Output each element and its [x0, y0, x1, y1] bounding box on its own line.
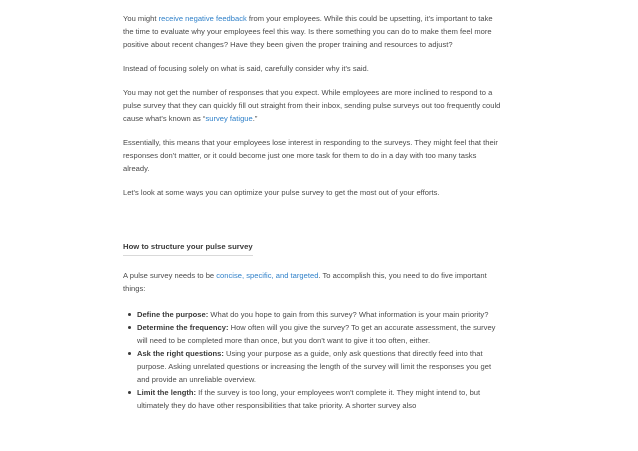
- paragraph-responses: [123, 86, 501, 125]
- link-concise-specific-targeted[interactable]: concise, specific, and targeted: [216, 271, 319, 280]
- paragraph-text: You might: [123, 14, 159, 23]
- bullet-icon: [128, 326, 131, 329]
- bullet-icon: [128, 313, 131, 316]
- paragraph-text: A pulse survey needs to be: [123, 271, 217, 280]
- paragraph-negative-feedback: [123, 12, 501, 51]
- list-item-label: Define the purpose:: [137, 310, 209, 319]
- list-item-label: Ask the right questions:: [137, 349, 224, 358]
- list-item-text: What do you hope to gain from this survey? What information is your main priority?: [208, 310, 489, 319]
- five-things-list: [123, 308, 501, 412]
- bullet-icon: [128, 391, 131, 394]
- paragraph-text: from your employees. While this could be upsetting, it's important to take the time to evaluate why your employees feel this way. Is there something you can do to make them feel more positive about recent changes? Have they been given the proper training and resources to adjust?: [123, 14, 493, 49]
- paragraph-text: You may not get the number of responses that you expect. While employees are more inclined to respond to a pulse survey that they can quickly fill out straight from their inbox, sending pulse surveys out too frequently could cause what's known as “: [123, 88, 501, 123]
- list-item: [137, 347, 501, 386]
- list-item-label: Determine the frequency:: [137, 323, 229, 332]
- section-heading: How to structure your pulse survey: [123, 240, 253, 256]
- paragraph-intro: [123, 269, 501, 295]
- section-heading-wrap: [123, 210, 501, 269]
- link-receive-negative-feedback[interactable]: receive negative feedback: [158, 14, 247, 23]
- list-item-text: How often will you give the survey? To get an accurate assessment, the survey will need to be completed more than once, but you don't want to give it too often, either.: [137, 323, 496, 345]
- list-item: [137, 308, 501, 321]
- paragraph-optimize: Let's look at some ways you can optimize your pulse survey to get the most out of your efforts.: [123, 188, 440, 197]
- paragraph-text: . To accomplish this, you need to do five important things:: [123, 271, 487, 293]
- article-body: [123, 12, 501, 412]
- list-item: [137, 321, 501, 347]
- paragraph-essentially: Essentially, this means that your employees lose interest in responding to the surveys. They might feel that their responses don't matter, or it could become just one more task for them to do in a day with too many tasks already.: [123, 138, 498, 173]
- paragraph-focus: Instead of focusing solely on what is said, carefully consider why it's said.: [123, 64, 369, 73]
- link-survey-fatigue[interactable]: survey fatigue: [205, 114, 253, 123]
- paragraph-text: .”: [252, 114, 258, 123]
- list-item-label: Limit the length:: [137, 388, 197, 397]
- list-item-text: If the survey is too long, your employees won't complete it. They might intend to, but ultimately they do have other responsibilities that take priority. A shorter survey also: [137, 388, 481, 410]
- list-item-text: Using your purpose as a guide, only ask questions that directly feed into that purpose. Asking unrelated questions or increasing the length of the survey will limit the responses you get and provide an unreliable overview.: [137, 349, 492, 384]
- bullet-icon: [128, 352, 131, 355]
- list-item: [137, 386, 501, 412]
